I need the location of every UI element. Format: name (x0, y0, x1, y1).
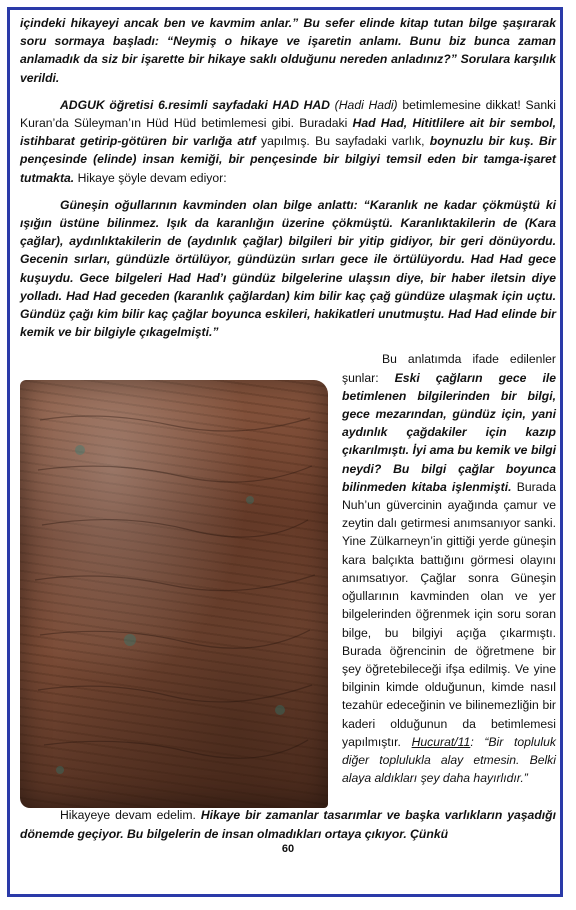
paragraph-5 (20, 806, 556, 842)
page-number: 60 (281, 843, 295, 855)
p2-part-3: betimlemesine dikkat! Sanki Kuran’da Süleyman’ın Hüd Hüd betimlemesi gibi. Buradaki (20, 97, 556, 131)
manuscript-texture (20, 380, 328, 808)
p4-part-5: : “Bir topluluk diğer toplulukla alay etmesin. Belki alaya aldıkları şey daha hayırlıdır.” (342, 734, 556, 786)
p2-part-2: (Hadi Hadi) (329, 97, 398, 112)
p5-part-1: Hikayeye devam edelim. (60, 808, 201, 823)
p4-part-2: Eski çağların gece ile betimlenen bilgilerinden bir bilgi, gece mezarından, gündüz için, yani aydınlık çağdakiler için kazıp çıkarılmıştı. İyi ama bu kemik ve bilgi neydi? Bu bilgi çağlar boyunca bilinmeden kitaba işlenmişti. (342, 370, 556, 494)
p2-part-1: ADGUK öğretisi 6.resimli sayfadaki HAD HAD (60, 97, 330, 112)
image-text-block (20, 350, 556, 790)
paragraph-2 (20, 96, 556, 187)
paragraph-1: içindeki hikayeyi ancak ben ve kavmim anlar.” Bu sefer elinde kitap tutan bilge şaşırarak soru sormaya başladı: “Neymiş o hikaye ve işaretin anlamı. Bunu biz bunca zaman anlamadık da siz bir işarette bir hikaye saklı olduğunu nereden anladınız?” Sorulara karşılık verildi. (20, 16, 556, 85)
page-content (20, 14, 556, 852)
p4-part-3: Burada Nuh’un güvercinin ayağında çamur ve zeytin dalı getirmesi anımsanıyor sanki. Yine Zülkarneyn’in gittiği yerde güneşin kara balçıkta battığını görmesi olayını anımsatıyor. Çağlar sonra Güneşin oğullarının kavminden olan ve yer bilgelerinden öğrenmek için soru soran bilge, bu bilgiyi açığa çıkarmıştı. Burada öğrencinin de öğretmene bir şey öğretebileceği ifşa edilmiş. Ve yine bilginin kimde olduğunun, kimde nasıl tezahür edeceğinin ve bilinemezliğin bir kaderi olduğunun da betimlemesi yapılmıştır. (342, 479, 556, 749)
paragraph-4 (342, 350, 556, 787)
p4-citation: Hucurat/11 (411, 734, 471, 749)
manuscript-photo (20, 380, 328, 808)
p2-part-4: Had Had, Hititlilere ait bir sembol, istihbarat getirip-götüren bir varlığa atıf (20, 116, 556, 149)
p5-part-2: Hikaye bir zamanlar tasarımlar ve başka varlıkların yaşadığı dönemde geçiyor. Bu bilgelerin de insan olmadıkları ortaya çıkıyor. Çünkü (20, 808, 556, 841)
side-paragraph (342, 350, 556, 796)
paragraph-3: Güneşin oğullarının kavminden olan bilge anlattı: “Karanlık ne kadar çökmüştü ki ışığın üstüne bilinmez. Işık da karanlığın üzerine çökmüştü. Karanlıktakilerin de (Kara çağlar), aydınlıktakilerin de (aydınlık çağlar) bilgileri bir yitip gidiyor, bir geri dönüyordu. Gecenin sırları, gündüzle örtülüyor, gündüzün sırları gece ile örtülüyordu. Had Had gece kuşuydu. Gece bilgeleri Had Had’ı gündüz bilgelerine ulaşsın diye, bir haber iletsin diye yolladı. Had Had geceden (karanlık çağlardan) kim bilir kaç çağ gündüze ulaşmak için uçtu. Gündüz çağı kim bilir kaç çağlar boyunca eskileri, hakikatleri unutmuştu. Had Had elinde bir kemik ve bir bilgiyle çıkagelmişti.” (20, 197, 556, 340)
p2-part-5: yapılmış. Bu sayfadaki varlık, (255, 134, 430, 149)
p2-part-6: boynuzlu bir kuş. Bir pençesinde (elinde) insan kemiği, bir pençesinde bir bilgiyi temsil eden bir tamga-işaret tutmakta. (20, 134, 556, 185)
p4-part-1: Bu anlatımda ifade edilenler şunlar: (342, 352, 556, 385)
p2-part-7: Hikaye şöyle devam ediyor: (74, 170, 227, 185)
